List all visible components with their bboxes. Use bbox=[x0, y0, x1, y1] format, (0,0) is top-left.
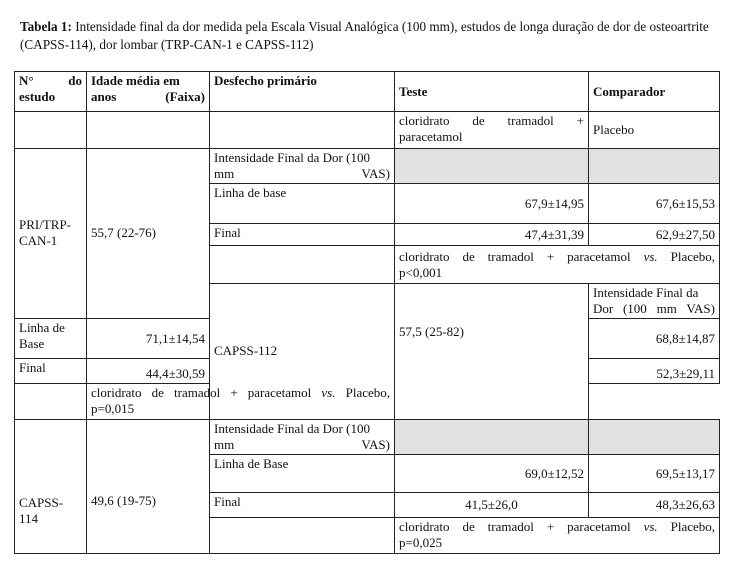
p-value: p<0,001 bbox=[399, 264, 443, 280]
comparison-note: cloridrato de tramadol + paracetamol vs. Placebo, p=0,025 bbox=[395, 517, 720, 553]
table-caption bbox=[20, 18, 720, 54]
study-age: 57,5 (25-82) bbox=[395, 283, 589, 419]
treatment-comparator: Placebo bbox=[589, 112, 720, 148]
shaded-cell bbox=[395, 148, 589, 183]
empty-cell bbox=[210, 517, 395, 553]
treatment-test: cloridrato de tramadol + paracetamol bbox=[395, 112, 589, 148]
header-row bbox=[15, 72, 720, 112]
empty-cell bbox=[87, 112, 210, 148]
baseline-comparator-value: 68,8±14,87 bbox=[589, 318, 720, 358]
header-outcome: Desfecho primário bbox=[210, 72, 395, 112]
treatment-row bbox=[15, 112, 720, 148]
p-value: p=0,025 bbox=[399, 535, 443, 551]
final-test-value: 41,5±26,0 bbox=[395, 493, 589, 517]
study-row bbox=[15, 419, 720, 454]
study-age: 55,7 (22-76) bbox=[87, 148, 210, 318]
study-name: CAPSS-114 bbox=[15, 419, 87, 553]
baseline-comparator-value: 69,5±13,17 bbox=[589, 455, 720, 493]
header-study: N° do estudo bbox=[15, 72, 87, 112]
baseline-label: Linha de Base bbox=[15, 318, 87, 358]
intensity-label: Intensidade Final da Dor (100 mm VAS) bbox=[210, 419, 395, 454]
study-name: CAPSS-112 bbox=[210, 283, 395, 419]
final-comparator-value: 52,3±29,11 bbox=[589, 359, 720, 383]
intensity-label: Intensidade Final da Dor (100 mm VAS) bbox=[589, 283, 720, 318]
final-test-value: 44,4±30,59 bbox=[87, 359, 210, 383]
study-name: PRI/TRP-CAN-1 bbox=[15, 148, 87, 318]
comparison-note: cloridrato de tramadol + paracetamol vs. Placebo, p<0,001 bbox=[395, 246, 720, 283]
final-label: Final bbox=[15, 359, 87, 383]
intensity-label: Intensidade Final da Dor (100 mm VAS) bbox=[210, 148, 395, 183]
header-age: Idade média em anos (Faixa) bbox=[87, 72, 210, 112]
final-label: Final bbox=[210, 224, 395, 246]
comparison-note: cloridrato de tramadol + paracetamol vs. Placebo, p=0,015 bbox=[87, 383, 395, 419]
empty-cell bbox=[15, 383, 87, 419]
baseline-test-value: 67,9±14,95 bbox=[395, 183, 589, 223]
shaded-cell bbox=[589, 148, 720, 183]
empty-cell bbox=[15, 112, 87, 148]
study-age: 49,6 (19-75) bbox=[87, 419, 210, 553]
caption-text: Intensidade final da dor medida pela Escala Visual Analógica (100 mm), estudos de longa duração de dor de osteoartrite (CAPSS-114), dor lombar (TRP-CAN-1 e CAPSS-112) bbox=[20, 19, 709, 52]
caption-label: Tabela 1: bbox=[20, 19, 72, 34]
final-comparator-value: 48,3±26,63 bbox=[589, 493, 720, 517]
header-comparator: Comparador bbox=[589, 72, 720, 112]
baseline-test-value: 71,1±14,54 bbox=[87, 318, 210, 358]
p-value: p=0,015 bbox=[91, 401, 135, 417]
header-test: Teste bbox=[395, 72, 589, 112]
shaded-cell bbox=[589, 419, 720, 454]
baseline-label: Linha de Base bbox=[210, 455, 395, 493]
comparison-row bbox=[15, 383, 720, 419]
empty-cell bbox=[210, 246, 395, 283]
baseline-test-value: 69,0±12,52 bbox=[395, 455, 589, 493]
final-label: Final bbox=[210, 493, 395, 517]
study-row bbox=[15, 148, 720, 183]
final-comparator-value: 62,9±27,50 bbox=[589, 224, 720, 246]
baseline-label: Linha de base bbox=[210, 183, 395, 223]
baseline-comparator-value: 67,6±15,53 bbox=[589, 183, 720, 223]
results-table bbox=[14, 71, 720, 554]
shaded-cell bbox=[395, 419, 589, 454]
empty-cell bbox=[210, 112, 395, 148]
final-test-value: 47,4±31,39 bbox=[395, 224, 589, 246]
